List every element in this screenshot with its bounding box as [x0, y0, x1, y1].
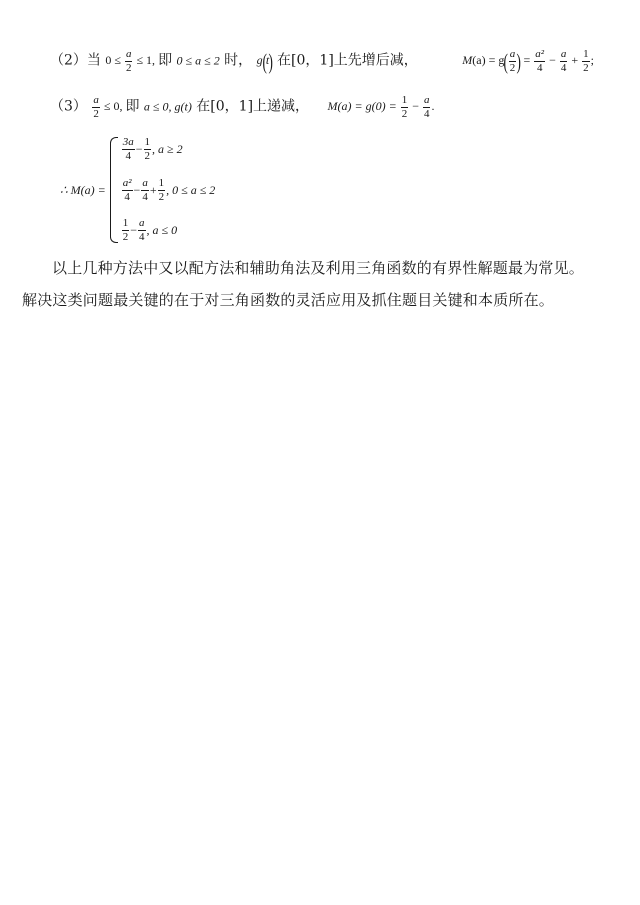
denominator: 2 [144, 150, 151, 162]
fraction [122, 177, 133, 204]
numerator: a² [535, 48, 545, 60]
equals-g: = g [485, 53, 505, 68]
fraction-a-over-2 [92, 94, 100, 121]
piecewise-prefix: ∴ M(a) = [60, 182, 106, 197]
numerator: 1 [122, 217, 129, 229]
case-2-max-formula: M(a) = g( $\frac{a}{2}$ ) = $\frac{\text{a²}}{4}$ − $\frac{a}{4}$ + $\frac{1}{2}$ ; [462, 48, 595, 74]
denominator: 2 [583, 62, 589, 74]
minus-sign: − [130, 223, 138, 237]
denominator: 4 [124, 190, 130, 203]
denominator: 4 [139, 231, 145, 243]
case-3-text: 在[0，1]上递减， [196, 98, 310, 115]
numerator: 1 [583, 48, 589, 60]
numerator: a [423, 94, 430, 106]
function-g-of-t [256, 48, 274, 74]
condition: , 0 ≤ a ≤ 2 [166, 182, 216, 197]
condition-lower: 0 ≤ [105, 53, 124, 68]
period: . [431, 99, 435, 114]
fraction-term3 [582, 48, 590, 75]
piecewise-row-2 [121, 177, 216, 204]
M-equals-g0: M(a) = g(0) = [327, 99, 400, 114]
numerator: 1 [144, 136, 151, 148]
fraction [158, 177, 166, 204]
g-symbol: g [256, 53, 263, 68]
minus-sign: − [133, 182, 141, 197]
minus-sign: − [135, 142, 143, 156]
right-paren: ) [268, 48, 274, 74]
numerator: a [509, 48, 516, 60]
fraction-term1 [401, 94, 409, 121]
fraction-term2 [423, 94, 431, 121]
left-brace [110, 137, 118, 243]
conclusion-line-2: 解决这类问题最关键的在于对三角函数的灵活应用及抓住题目关键和本质所在。 [22, 291, 555, 309]
minus-sign: − [546, 53, 559, 68]
numerator: a [142, 176, 148, 189]
fraction [138, 217, 146, 244]
case-3-line [50, 94, 434, 121]
piecewise-row-3 [121, 217, 216, 244]
denominator: 4 [142, 190, 148, 203]
denominator: 2 [158, 190, 165, 203]
denominator: 4 [125, 150, 131, 162]
case-2-condition [105, 48, 158, 74]
fraction-a-over-2 [125, 48, 133, 75]
equals: = [520, 53, 534, 68]
numerator: a² [122, 176, 132, 189]
condition-upper: ≤ 1, [136, 53, 156, 68]
condition: , a ≥ 2 [152, 142, 183, 156]
minus-sign: − [409, 99, 422, 114]
fraction [122, 136, 135, 163]
case-2-line [50, 48, 594, 75]
case-3-max-formula [327, 94, 435, 120]
denominator: 4 [536, 62, 543, 74]
case-3-label: （3） [50, 98, 87, 115]
denominator: 2 [122, 231, 129, 243]
piecewise-row-1 [121, 136, 216, 163]
fraction [141, 177, 149, 204]
case-2-connector: 即 [158, 52, 173, 69]
case-2-when: 时， [224, 52, 253, 69]
denominator: 2 [125, 62, 132, 74]
piecewise-function [60, 136, 215, 244]
M-arg: (a) [472, 53, 486, 68]
condition: , a ≤ 0 [146, 223, 178, 237]
conclusion-line-1: 以上几种方法中又以配方法和辅助角法及利用三角函数的有界性解题最为常见。 [52, 259, 585, 277]
plus-sign: + [149, 182, 157, 197]
numerator: 3a [122, 136, 134, 148]
numerator: a [93, 94, 99, 106]
plus-sign: + [568, 53, 582, 68]
t-symbol: t [265, 53, 270, 68]
M-symbol: M [462, 53, 473, 68]
numerator: 1 [158, 176, 165, 189]
piecewise-cases [121, 136, 216, 244]
denominator: 4 [423, 108, 430, 120]
case-2-inequality: 0 ≤ a ≤ 2 [176, 53, 220, 68]
case-3-connector: 即 [125, 98, 140, 115]
case-3-inequality: a ≤ 0, g(t) [143, 99, 192, 114]
case-2-text: 在[0，1]上先增后减， [277, 52, 418, 69]
numerator: 1 [401, 94, 408, 106]
fraction [122, 217, 130, 244]
fraction-term1 [534, 48, 545, 75]
numerator: a [139, 217, 145, 229]
conclusion-paragraph [22, 252, 584, 316]
fraction-term2 [560, 48, 568, 75]
case-2-label: （2）当 [50, 52, 101, 69]
fraction-arg [509, 48, 517, 75]
condition-upper: ≤ 0, [100, 99, 123, 114]
denominator: 2 [509, 62, 516, 74]
numerator: a [125, 48, 132, 60]
case-3-condition [91, 94, 125, 120]
fraction [144, 136, 152, 163]
denominator: 2 [401, 108, 408, 120]
semicolon: ; [590, 53, 595, 68]
denominator: 2 [93, 108, 99, 120]
numerator: a [560, 48, 567, 60]
denominator: 4 [560, 62, 567, 74]
left-paren: ( [262, 48, 267, 74]
